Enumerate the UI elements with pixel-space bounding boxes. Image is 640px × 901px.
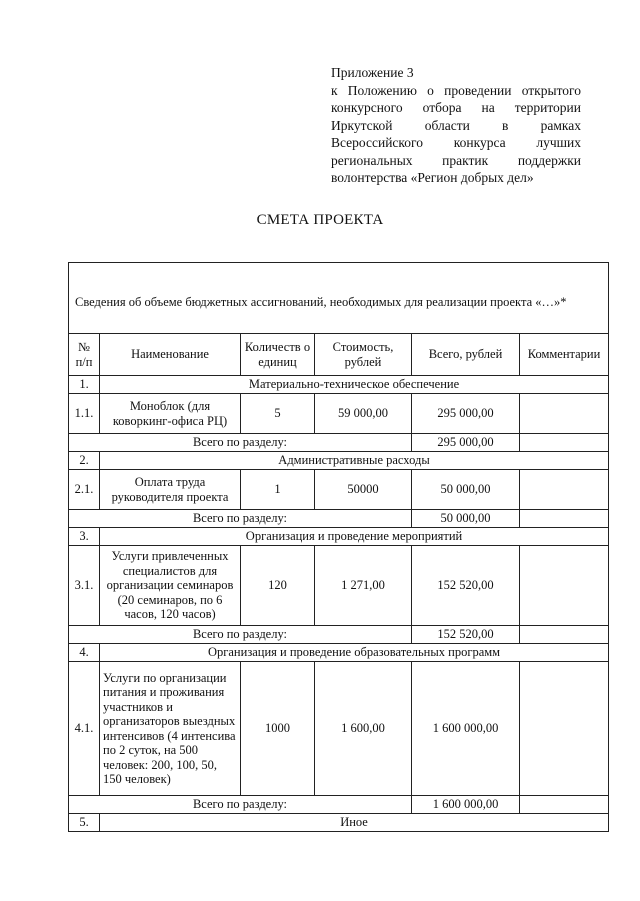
item-row: [69, 470, 609, 510]
section-title: Административные расходы: [100, 452, 609, 470]
table-intro: Сведения об объеме бюджетных ассигнований, необходимых для реализации проекта «…»*: [69, 263, 609, 334]
item-row: [69, 394, 609, 434]
header-cost: Стоимость, рублей: [315, 334, 412, 376]
section-total-value: 50 000,00: [412, 510, 520, 528]
section-title: Иное: [100, 814, 609, 832]
item-cost: 1 271,00: [315, 546, 412, 626]
item-qty: 5: [241, 394, 315, 434]
section-total-row: [69, 510, 609, 528]
section-row: [69, 528, 609, 546]
item-qty: 1000: [241, 662, 315, 796]
section-total-value: 152 520,00: [412, 626, 520, 644]
item-total: 295 000,00: [412, 394, 520, 434]
section-num: 3.: [69, 528, 100, 546]
section-row: [69, 644, 609, 662]
section-title: Организация и проведение мероприятий: [100, 528, 609, 546]
item-comment: [520, 546, 609, 626]
item-cost: 50000: [315, 470, 412, 510]
item-qty: 120: [241, 546, 315, 626]
section-total-comment: [520, 626, 609, 644]
item-num: 2.1.: [69, 470, 100, 510]
section-row: [69, 814, 609, 832]
header-total: Всего, рублей: [412, 334, 520, 376]
item-total: 152 520,00: [412, 546, 520, 626]
header-num: № п/п: [69, 334, 100, 376]
section-num: 4.: [69, 644, 100, 662]
section-num: 1.: [69, 376, 100, 394]
section-row: [69, 376, 609, 394]
section-total-label: Всего по разделу:: [69, 626, 412, 644]
section-title: Материально-техническое обеспечение: [100, 376, 609, 394]
appendix-line: Приложение 3: [331, 65, 414, 80]
section-total-comment: [520, 510, 609, 528]
item-total: 1 600 000,00: [412, 662, 520, 796]
appendix-line: Всероссийского конкурса лучших: [331, 135, 581, 150]
section-total-value: 1 600 000,00: [412, 796, 520, 814]
item-cost: 1 600,00: [315, 662, 412, 796]
section-total-value: 295 000,00: [412, 434, 520, 452]
section-total-label: Всего по разделу:: [69, 796, 412, 814]
appendix-line: региональных практик поддержки: [331, 152, 581, 168]
header-name: Наименование: [100, 334, 241, 376]
header-qty: Количеств о единиц: [241, 334, 315, 376]
header-comment: Комментарии: [520, 334, 609, 376]
document-title: СМЕТА ПРОЕКТА: [256, 212, 384, 228]
appendix-line: к Положению о проведении открытого: [331, 82, 581, 98]
appendix-header: [331, 64, 581, 187]
item-row: [69, 662, 609, 796]
appendix-line: волонтерства «Регион добрых дел»: [331, 170, 534, 185]
item-qty: 1: [241, 470, 315, 510]
item-comment: [520, 470, 609, 510]
section-total-row: [69, 626, 609, 644]
appendix-line: конкурсного отбора на территории: [331, 100, 581, 115]
item-total: 50 000,00: [412, 470, 520, 510]
item-name: Услуги по организации питания и проживания участников и организаторов выездных интенсивов (4 интенсива по 2 суток, на 500 человек: 200, 100, 50, 150 человек): [100, 662, 241, 796]
item-num: 1.1.: [69, 394, 100, 434]
section-total-comment: [520, 796, 609, 814]
estimate-table: [68, 262, 609, 832]
item-name: Оплата труда руководителя проекта: [100, 470, 241, 510]
item-comment: [520, 662, 609, 796]
section-row: [69, 452, 609, 470]
section-total-label: Всего по разделу:: [69, 510, 412, 528]
section-total-comment: [520, 434, 609, 452]
appendix-line: Иркутской области в рамках: [331, 117, 581, 133]
item-num: 4.1.: [69, 662, 100, 796]
section-num: 5.: [69, 814, 100, 832]
item-cost: 59 000,00: [315, 394, 412, 434]
section-total-label: Всего по разделу:: [69, 434, 412, 452]
header-row: [69, 334, 609, 376]
item-row: [69, 546, 609, 626]
section-total-row: [69, 796, 609, 814]
section-title: Организация и проведение образовательных программ: [100, 644, 609, 662]
item-name: Услуги привлеченных специалистов для организации семинаров (20 семинаров, по 6 часов, 120 часов): [100, 546, 241, 626]
section-total-row: [69, 434, 609, 452]
section-num: 2.: [69, 452, 100, 470]
item-num: 3.1.: [69, 546, 100, 626]
item-comment: [520, 394, 609, 434]
item-name: Моноблок (для коворкинг-офиса РЦ): [100, 394, 241, 434]
